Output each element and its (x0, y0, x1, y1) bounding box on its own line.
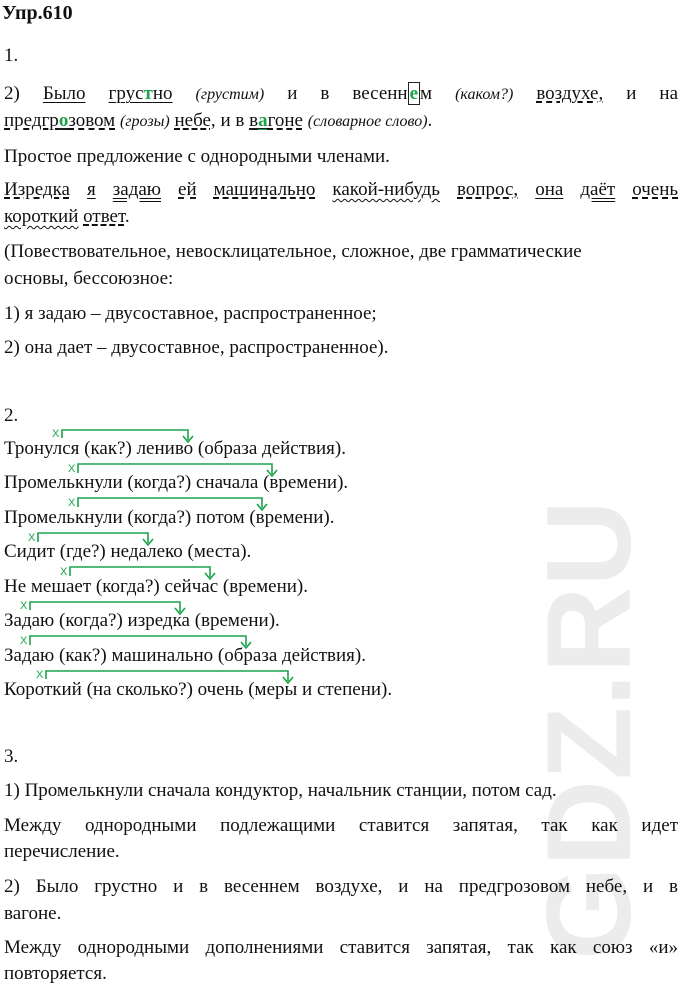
text-i-v: и в (220, 110, 245, 131)
word-izredka: Изредка (4, 179, 70, 200)
word-vesennem: и в весенн е м (287, 83, 433, 104)
x-mark-5: X (60, 566, 68, 578)
s1-line-4 (4, 178, 678, 202)
s3-paragraph-1: 1) Промелькнули сначала кондуктор, начальник станции, потом сад. (4, 780, 557, 801)
section-1-number: 1. (4, 45, 19, 66)
hint-grozy: (грозы) (119, 113, 170, 130)
s1-line-8: 1) я задаю – двусоставное, распространенное; (4, 303, 377, 324)
item-number: 2) (4, 83, 20, 104)
s1-line-9: 2) она дает – двусоставное, распространенное). (4, 337, 389, 358)
s3-paragraph-2-line-1: Между однородными подлежащими ставится запятая, так как идет (4, 815, 678, 836)
s3-paragraph-3-line-1: 2) Было грустно и в весеннем воздухе, и на предгрозовом небе, и в (4, 876, 678, 897)
x-mark-6: X (20, 600, 28, 612)
text-i-na: и на (626, 83, 679, 104)
section-3-number: 3. (4, 746, 19, 767)
exercise-title: Упр.610 (2, 2, 73, 24)
word-otvet: ответ (83, 206, 125, 227)
word-grustno: грустно (108, 83, 173, 104)
s2-row-6: Задаю (когда?) изредка (времени). (4, 610, 280, 631)
x-mark-2: X (68, 463, 76, 475)
s1-line-1 (4, 82, 678, 107)
ending-box: е (409, 83, 419, 104)
s3-paragraph-3-line-2: вагоне. (4, 903, 62, 924)
word-daet: даёт (580, 179, 616, 200)
s3-paragraph-2-line-2: перечисление. (4, 841, 120, 862)
word-bylo: Было (42, 83, 86, 104)
s1-line-6: (Повествовательное, невосклицательное, сложное, две грамматические (4, 241, 582, 262)
word-zadayu: задаю (112, 179, 161, 200)
word-ey: ей (178, 179, 197, 200)
word-predgrozovom: предгрозовом (4, 110, 116, 131)
word-nebe: небе, (174, 110, 216, 131)
hint-slovarnoe: (словарное слово) (307, 113, 428, 130)
s2-row-3: Промелькнули (когда?) потом (времени). (4, 507, 335, 528)
s2-row-5: Не мешает (когда?) сейчас (времени). (4, 576, 308, 597)
x-mark-3: X (68, 497, 76, 509)
x-mark-8: X (36, 669, 44, 681)
word-vozduhe: воздухе, (536, 83, 604, 104)
s1-line-3: Простое предложение с однородными членами. (4, 146, 390, 167)
word-vopros: вопрос, (457, 179, 519, 200)
s2-row-7: Задаю (как?) машинально (образа действия). (4, 645, 366, 666)
s2-row-8: Короткий (на сколько?) очень (меры и степени). (4, 679, 393, 700)
word-vagone: вагоне (249, 110, 303, 131)
word-kakoy-nibud: какой-нибудь (332, 179, 440, 200)
section-2-number: 2. (4, 405, 19, 426)
word-ona: она (535, 179, 564, 200)
x-mark-4: X (28, 532, 36, 544)
x-mark-1: X (52, 428, 60, 440)
word-ya: я (86, 179, 96, 200)
word-ochen: очень (632, 179, 679, 200)
s3-paragraph-4-line-1: Между однородными дополнениями ставится запятая, так как союз «и» (4, 937, 678, 958)
s2-row-4: Сидит (где?) недалеко (места). (4, 541, 252, 562)
hint-kakom: (каком?) (455, 86, 514, 103)
s3-paragraph-4-line-2: повторяется. (4, 963, 107, 984)
s1-line-7: основы, бессоюзное: (4, 268, 174, 289)
word-mashinalno: машинально (213, 179, 316, 200)
s1-line-2: предгрозовом (грозы) небе, и в вагоне (словарное слово). (4, 110, 433, 131)
s1-line-5: короткий ответ. (4, 206, 130, 227)
s2-row-2: Промелькнули (когда?) сначала (времени). (4, 472, 349, 493)
hint-grustim: (грустим) (195, 86, 265, 103)
word-korotkiy: короткий (4, 206, 79, 227)
s2-row-1: Тронулся (как?) лениво (образа действия). (4, 438, 346, 459)
watermark-text: GDZ.RU (522, 500, 656, 960)
x-mark-7: X (20, 635, 28, 647)
